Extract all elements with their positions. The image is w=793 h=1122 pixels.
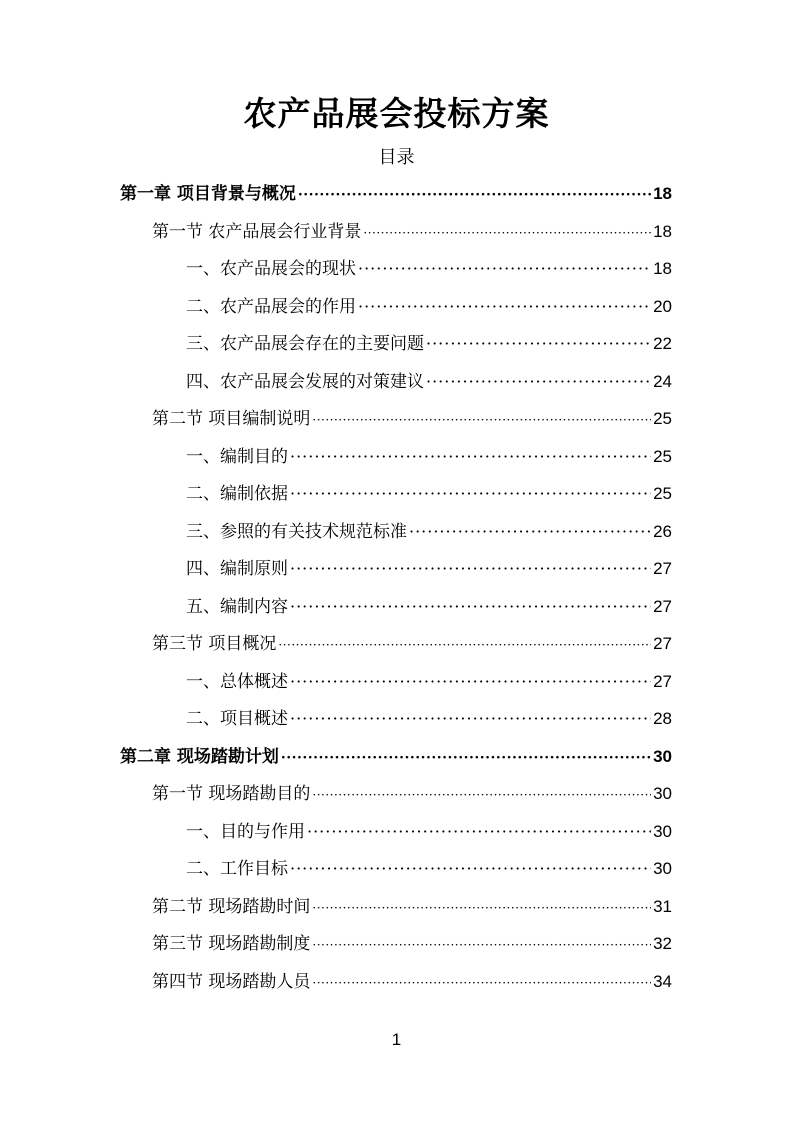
toc-leader-dots bbox=[426, 325, 651, 362]
toc-entry[interactable] bbox=[186, 325, 672, 362]
toc-entry[interactable] bbox=[120, 175, 672, 212]
toc-entry[interactable] bbox=[152, 963, 672, 1000]
toc-entry-page: 24 bbox=[653, 371, 672, 391]
toc-entry-text: 二、编制依据 bbox=[186, 484, 288, 504]
toc-heading: 目录 bbox=[378, 147, 415, 168]
toc-entry[interactable] bbox=[152, 400, 672, 437]
toc-entry-page: 28 bbox=[653, 709, 672, 728]
toc-entry[interactable] bbox=[152, 625, 672, 662]
toc-entry-text: 三、农产品展会存在的主要问题 bbox=[186, 334, 424, 354]
toc-entry-text: 一、总体概述 bbox=[186, 671, 288, 692]
toc-entry-text: 第二章 现场踏勘计划 bbox=[120, 746, 279, 767]
toc-leader-dots bbox=[358, 250, 651, 287]
toc-leader-dots bbox=[426, 363, 651, 400]
toc-entry-text: 第四节 现场踏勘人员 bbox=[152, 971, 311, 992]
toc-entry-page: 27 bbox=[653, 559, 672, 578]
toc-leader-dots bbox=[312, 927, 651, 964]
toc-entry-text: 第三节 项目概况 bbox=[152, 634, 277, 654]
toc-entry[interactable] bbox=[186, 700, 672, 737]
toc-entry[interactable] bbox=[152, 213, 672, 250]
toc-leader-dots bbox=[290, 700, 651, 737]
toc-entry-text: 四、编制原则 bbox=[186, 559, 288, 579]
toc-entry[interactable] bbox=[186, 550, 672, 587]
toc-entry-text: 第二节 现场踏勘时间 bbox=[152, 896, 311, 917]
toc-entry-text: 第三节 现场踏勘制度 bbox=[152, 934, 311, 954]
document-title: 农产品展会投标方案 bbox=[243, 94, 550, 133]
toc-entry[interactable] bbox=[186, 475, 672, 512]
toc-entry[interactable] bbox=[186, 288, 672, 325]
page-number: 1 bbox=[391, 1030, 402, 1049]
toc-entry[interactable] bbox=[186, 250, 672, 287]
toc-leader-dots bbox=[307, 813, 651, 850]
toc-entry[interactable] bbox=[186, 513, 672, 550]
toc-entry-text: 二、工作目标 bbox=[186, 859, 288, 879]
toc-entry[interactable] bbox=[152, 888, 672, 925]
toc-leader-dots bbox=[290, 550, 651, 587]
toc-entry-page: 22 bbox=[653, 334, 672, 353]
toc-entry-page: 25 bbox=[653, 409, 672, 428]
toc-entry-text: 二、农产品展会的作用 bbox=[186, 296, 356, 317]
toc-leader-dots bbox=[312, 965, 651, 1002]
toc-entry-text: 第一节 农产品展会行业背景 bbox=[152, 221, 362, 242]
toc-entry-text: 第一节 现场踏勘目的 bbox=[152, 784, 311, 804]
toc-entry-page: 27 bbox=[653, 596, 672, 616]
toc-entry-text: 三、参照的有关技术规范标准 bbox=[186, 521, 407, 542]
toc-leader-dots bbox=[298, 177, 651, 214]
toc-entry[interactable] bbox=[152, 775, 672, 812]
toc-entry-text: 一、农产品展会的现状 bbox=[186, 259, 356, 279]
toc-entry-text: 一、编制目的 bbox=[186, 446, 288, 467]
toc-entry-page: 25 bbox=[653, 446, 672, 466]
toc-leader-dots bbox=[290, 438, 651, 475]
toc-entry[interactable] bbox=[186, 663, 672, 700]
toc-leader-dots bbox=[409, 513, 651, 550]
toc-entry-page: 30 bbox=[653, 821, 672, 841]
toc-entry-text: 四、农产品展会发展的对策建议 bbox=[186, 371, 424, 392]
toc-entry-page: 20 bbox=[653, 296, 672, 316]
toc-entry-text: 二、项目概述 bbox=[186, 709, 288, 729]
toc-leader-dots bbox=[290, 850, 651, 887]
toc-leader-dots bbox=[358, 288, 651, 325]
toc-entry-page: 25 bbox=[653, 484, 672, 503]
toc-entry[interactable] bbox=[186, 363, 672, 400]
toc-entry-page: 30 bbox=[653, 784, 672, 803]
toc-leader-dots bbox=[281, 740, 651, 777]
toc-entry-text: 一、目的与作用 bbox=[186, 821, 305, 842]
toc-entry-page: 18 bbox=[653, 259, 672, 278]
toc-leader-dots bbox=[312, 890, 651, 927]
toc-entry-page: 32 bbox=[653, 934, 672, 953]
toc-entry-page: 30 bbox=[653, 746, 672, 766]
toc-entry[interactable] bbox=[186, 813, 672, 850]
toc-leader-dots bbox=[290, 475, 651, 512]
toc-entry[interactable] bbox=[186, 850, 672, 887]
toc-entry-page: 18 bbox=[653, 184, 672, 203]
toc-entry-page: 27 bbox=[653, 634, 672, 653]
toc-entry-page: 31 bbox=[653, 896, 672, 916]
toc-entry-page: 18 bbox=[653, 221, 672, 241]
toc-entry[interactable] bbox=[186, 438, 672, 475]
toc-leader-dots bbox=[312, 402, 651, 439]
toc-entry-text: 第一章 项目背景与概况 bbox=[120, 184, 296, 204]
toc-entry-page: 30 bbox=[653, 859, 672, 878]
toc-entry-page: 34 bbox=[653, 971, 672, 991]
toc-leader-dots bbox=[290, 588, 651, 625]
toc-leader-dots bbox=[290, 663, 651, 700]
toc-entry[interactable] bbox=[152, 925, 672, 962]
toc-entry-text: 五、编制内容 bbox=[186, 596, 288, 617]
toc-entry-text: 第二节 项目编制说明 bbox=[152, 409, 311, 429]
toc-leader-dots bbox=[312, 777, 651, 814]
toc-entry-page: 27 bbox=[653, 671, 672, 691]
toc-leader-dots bbox=[278, 627, 651, 664]
toc-entry-page: 26 bbox=[653, 521, 672, 541]
toc-leader-dots bbox=[363, 215, 651, 252]
toc-entry[interactable] bbox=[186, 588, 672, 625]
toc-entry[interactable] bbox=[120, 738, 672, 775]
